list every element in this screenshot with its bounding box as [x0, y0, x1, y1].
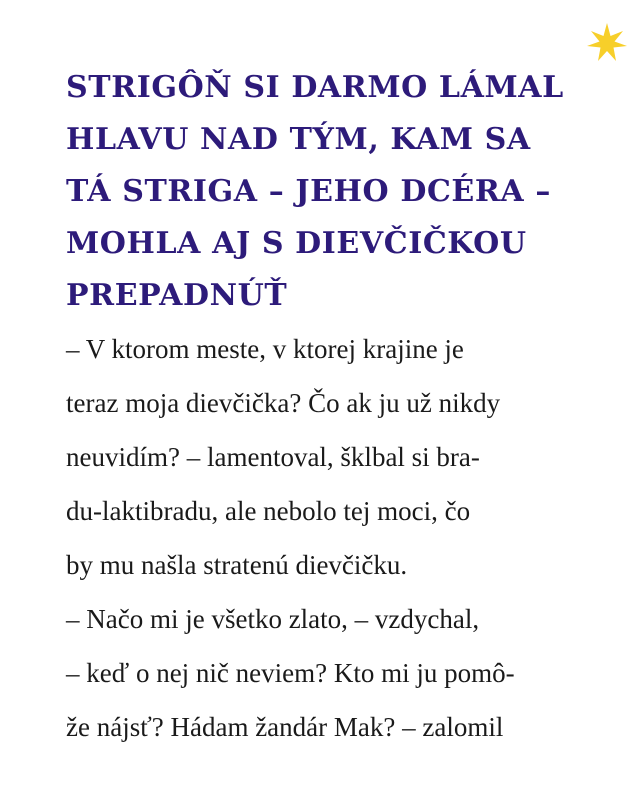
heading-line: PREPADNÚŤ: [66, 278, 288, 313]
text-line: by mu našla stratenú dievčičku.: [66, 550, 408, 580]
text-line: – Načo mi je všetko zlato, – vzdychal,: [66, 604, 480, 634]
heading-line: HLAVU NAD TÝM, KAM SA: [66, 122, 531, 157]
text-line: du-laktibradu, ale nebolo tej moci, čo: [66, 496, 471, 526]
text-line: teraz moja dievčička? Čo ak ju už nikdy: [66, 388, 501, 418]
text-line: – keď o nej nič neviem? Kto mi ju pomô-: [66, 658, 515, 688]
heading-line: STRIGÔŇ SI DARMO LÁMAL: [66, 70, 564, 105]
heading-line: MOHLA AJ S DIEVČIČKOU: [66, 226, 527, 261]
text-line: neuvidím? – lamentoval, šklbal si bra-: [66, 442, 480, 472]
text-line: že nájsť? Hádam žandár Mak? – zalomil: [66, 712, 504, 742]
star-icon: [586, 22, 628, 64]
heading-line: TÁ STRIGA – JEHO DCÉRA –: [66, 174, 551, 209]
chapter-heading: [66, 62, 606, 322]
text-line: – V ktorom meste, v ktorej krajine je: [66, 334, 464, 364]
story-paragraph: [66, 322, 626, 754]
